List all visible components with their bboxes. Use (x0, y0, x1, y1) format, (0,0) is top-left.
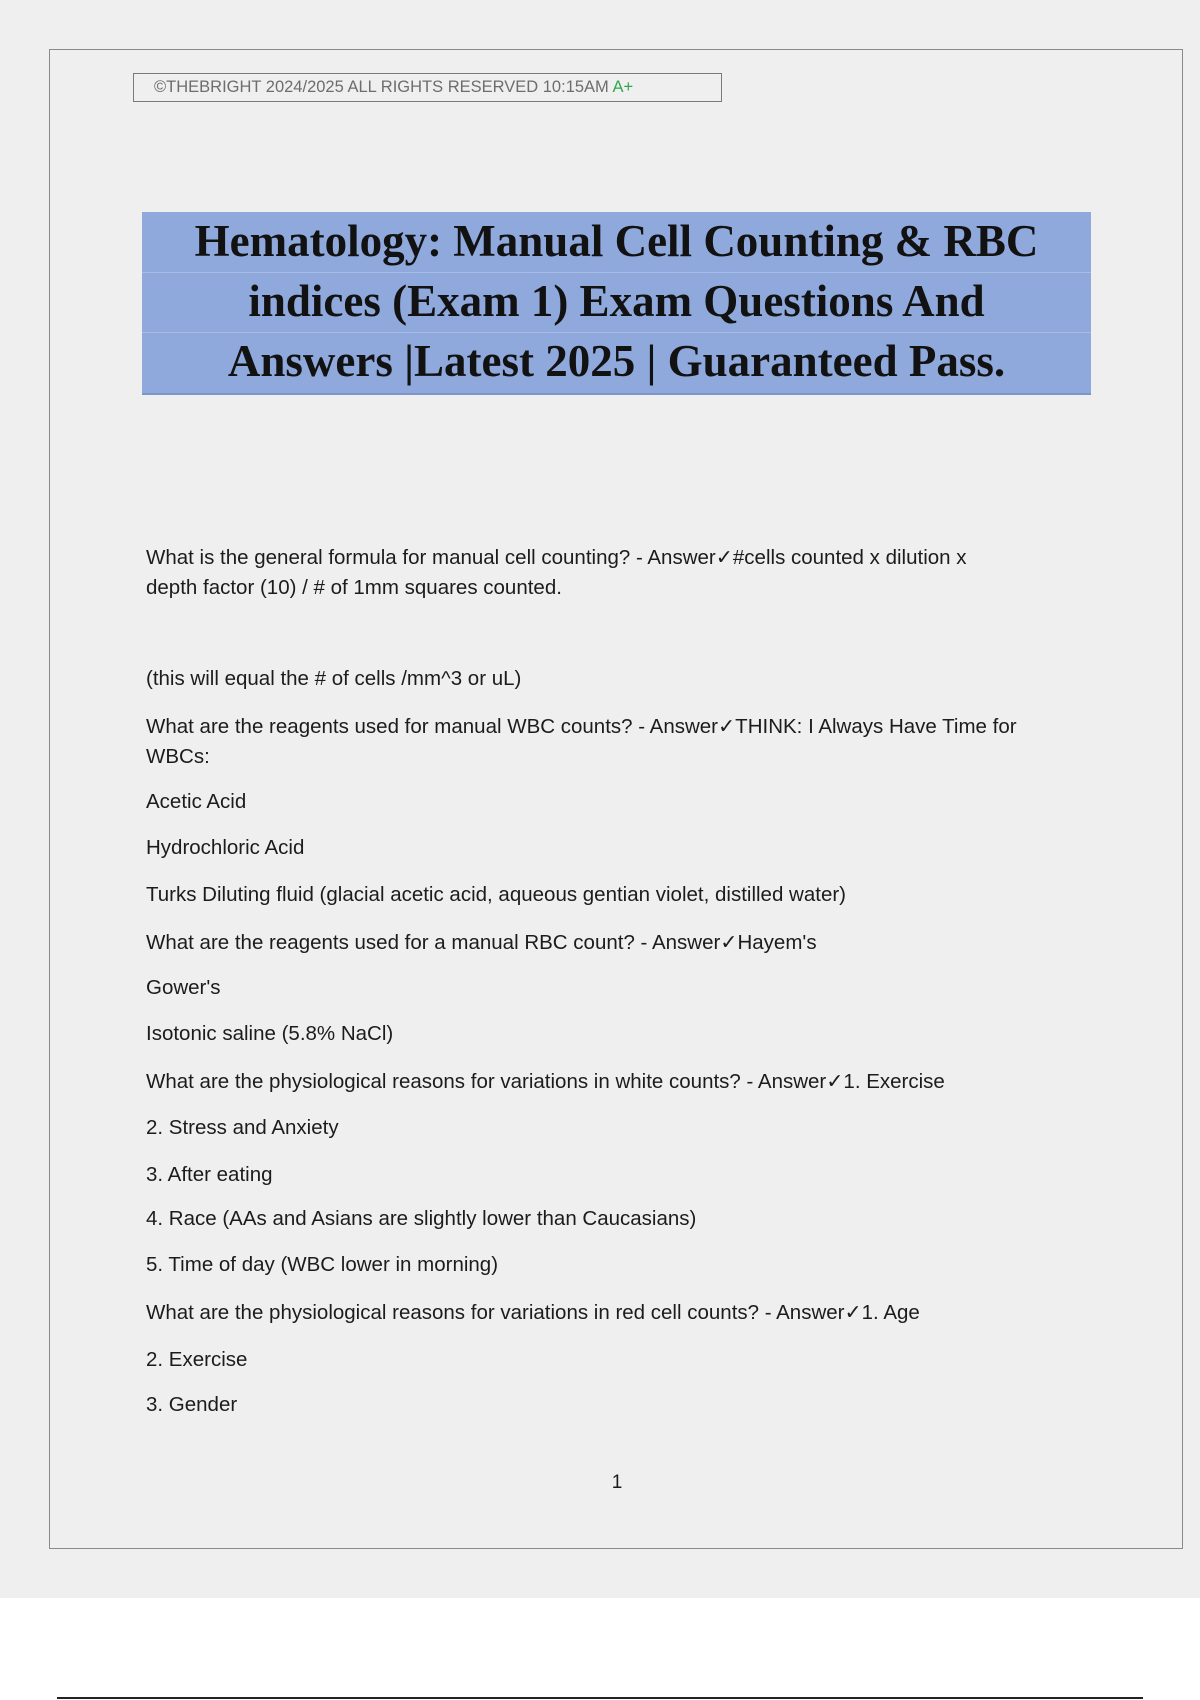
page-number: 1 (611, 1472, 623, 1493)
title-divider (142, 272, 1091, 273)
title-line-1: Hematology: Manual Cell Counting & RBC (194, 216, 1039, 266)
title-line-2: indices (Exam 1) Exam Questions And (248, 276, 985, 326)
copyright-notice (133, 73, 722, 102)
answer-item: Acetic Acid (146, 790, 247, 813)
answer-item: 2. Stress and Anxiety (146, 1116, 339, 1139)
answer-item: 3. Gender (146, 1393, 238, 1416)
answer-item: Gower's (146, 976, 221, 999)
answer-item: 2. Exercise (146, 1348, 248, 1371)
answer-continuation: depth factor (10) / # of 1mm squares counted. (146, 576, 562, 599)
grade-badge: A+ (612, 78, 634, 96)
answer-item: Isotonic saline (5.8% NaCl) (146, 1022, 394, 1045)
title-divider (142, 332, 1091, 333)
document-title (142, 212, 1091, 395)
answer-note: (this will equal the # of cells /mm^3 or uL) (146, 667, 522, 690)
copyright-text: ©THEBRIGHT 2024/2025 ALL RIGHTS RESERVED 10:15AM (154, 78, 609, 96)
answer-item: 5. Time of day (WBC lower in morning) (146, 1253, 499, 1276)
question-formula: What is the general formula for manual cell counting? - Answer✓#cells counted x dilution x (146, 546, 967, 569)
page-separator-rule (57, 1697, 1143, 1699)
question-white-count-variation: What are the physiological reasons for variations in white counts? - Answer✓1. Exercise (146, 1070, 945, 1093)
answer-item: 4. Race (AAs and Asians are slightly lower than Caucasians) (146, 1207, 697, 1230)
title-line-3: Answers |Latest 2025 | Guaranteed Pass. (227, 336, 1006, 386)
question-red-count-variation: What are the physiological reasons for variations in red cell counts? - Answer✓1. Age (146, 1301, 920, 1324)
question-wbc-reagents: What are the reagents used for manual WBC counts? - Answer✓THINK: I Always Have Time for (146, 715, 1017, 738)
answer-item: Hydrochloric Acid (146, 836, 305, 859)
answer-item: Turks Diluting fluid (glacial acetic acid, aqueous gentian violet, distilled water) (146, 883, 847, 906)
answer-item: 3. After eating (146, 1163, 273, 1186)
question-rbc-reagents: What are the reagents used for a manual RBC count? - Answer✓Hayem's (146, 931, 817, 954)
answer-continuation: WBCs: (146, 745, 210, 768)
